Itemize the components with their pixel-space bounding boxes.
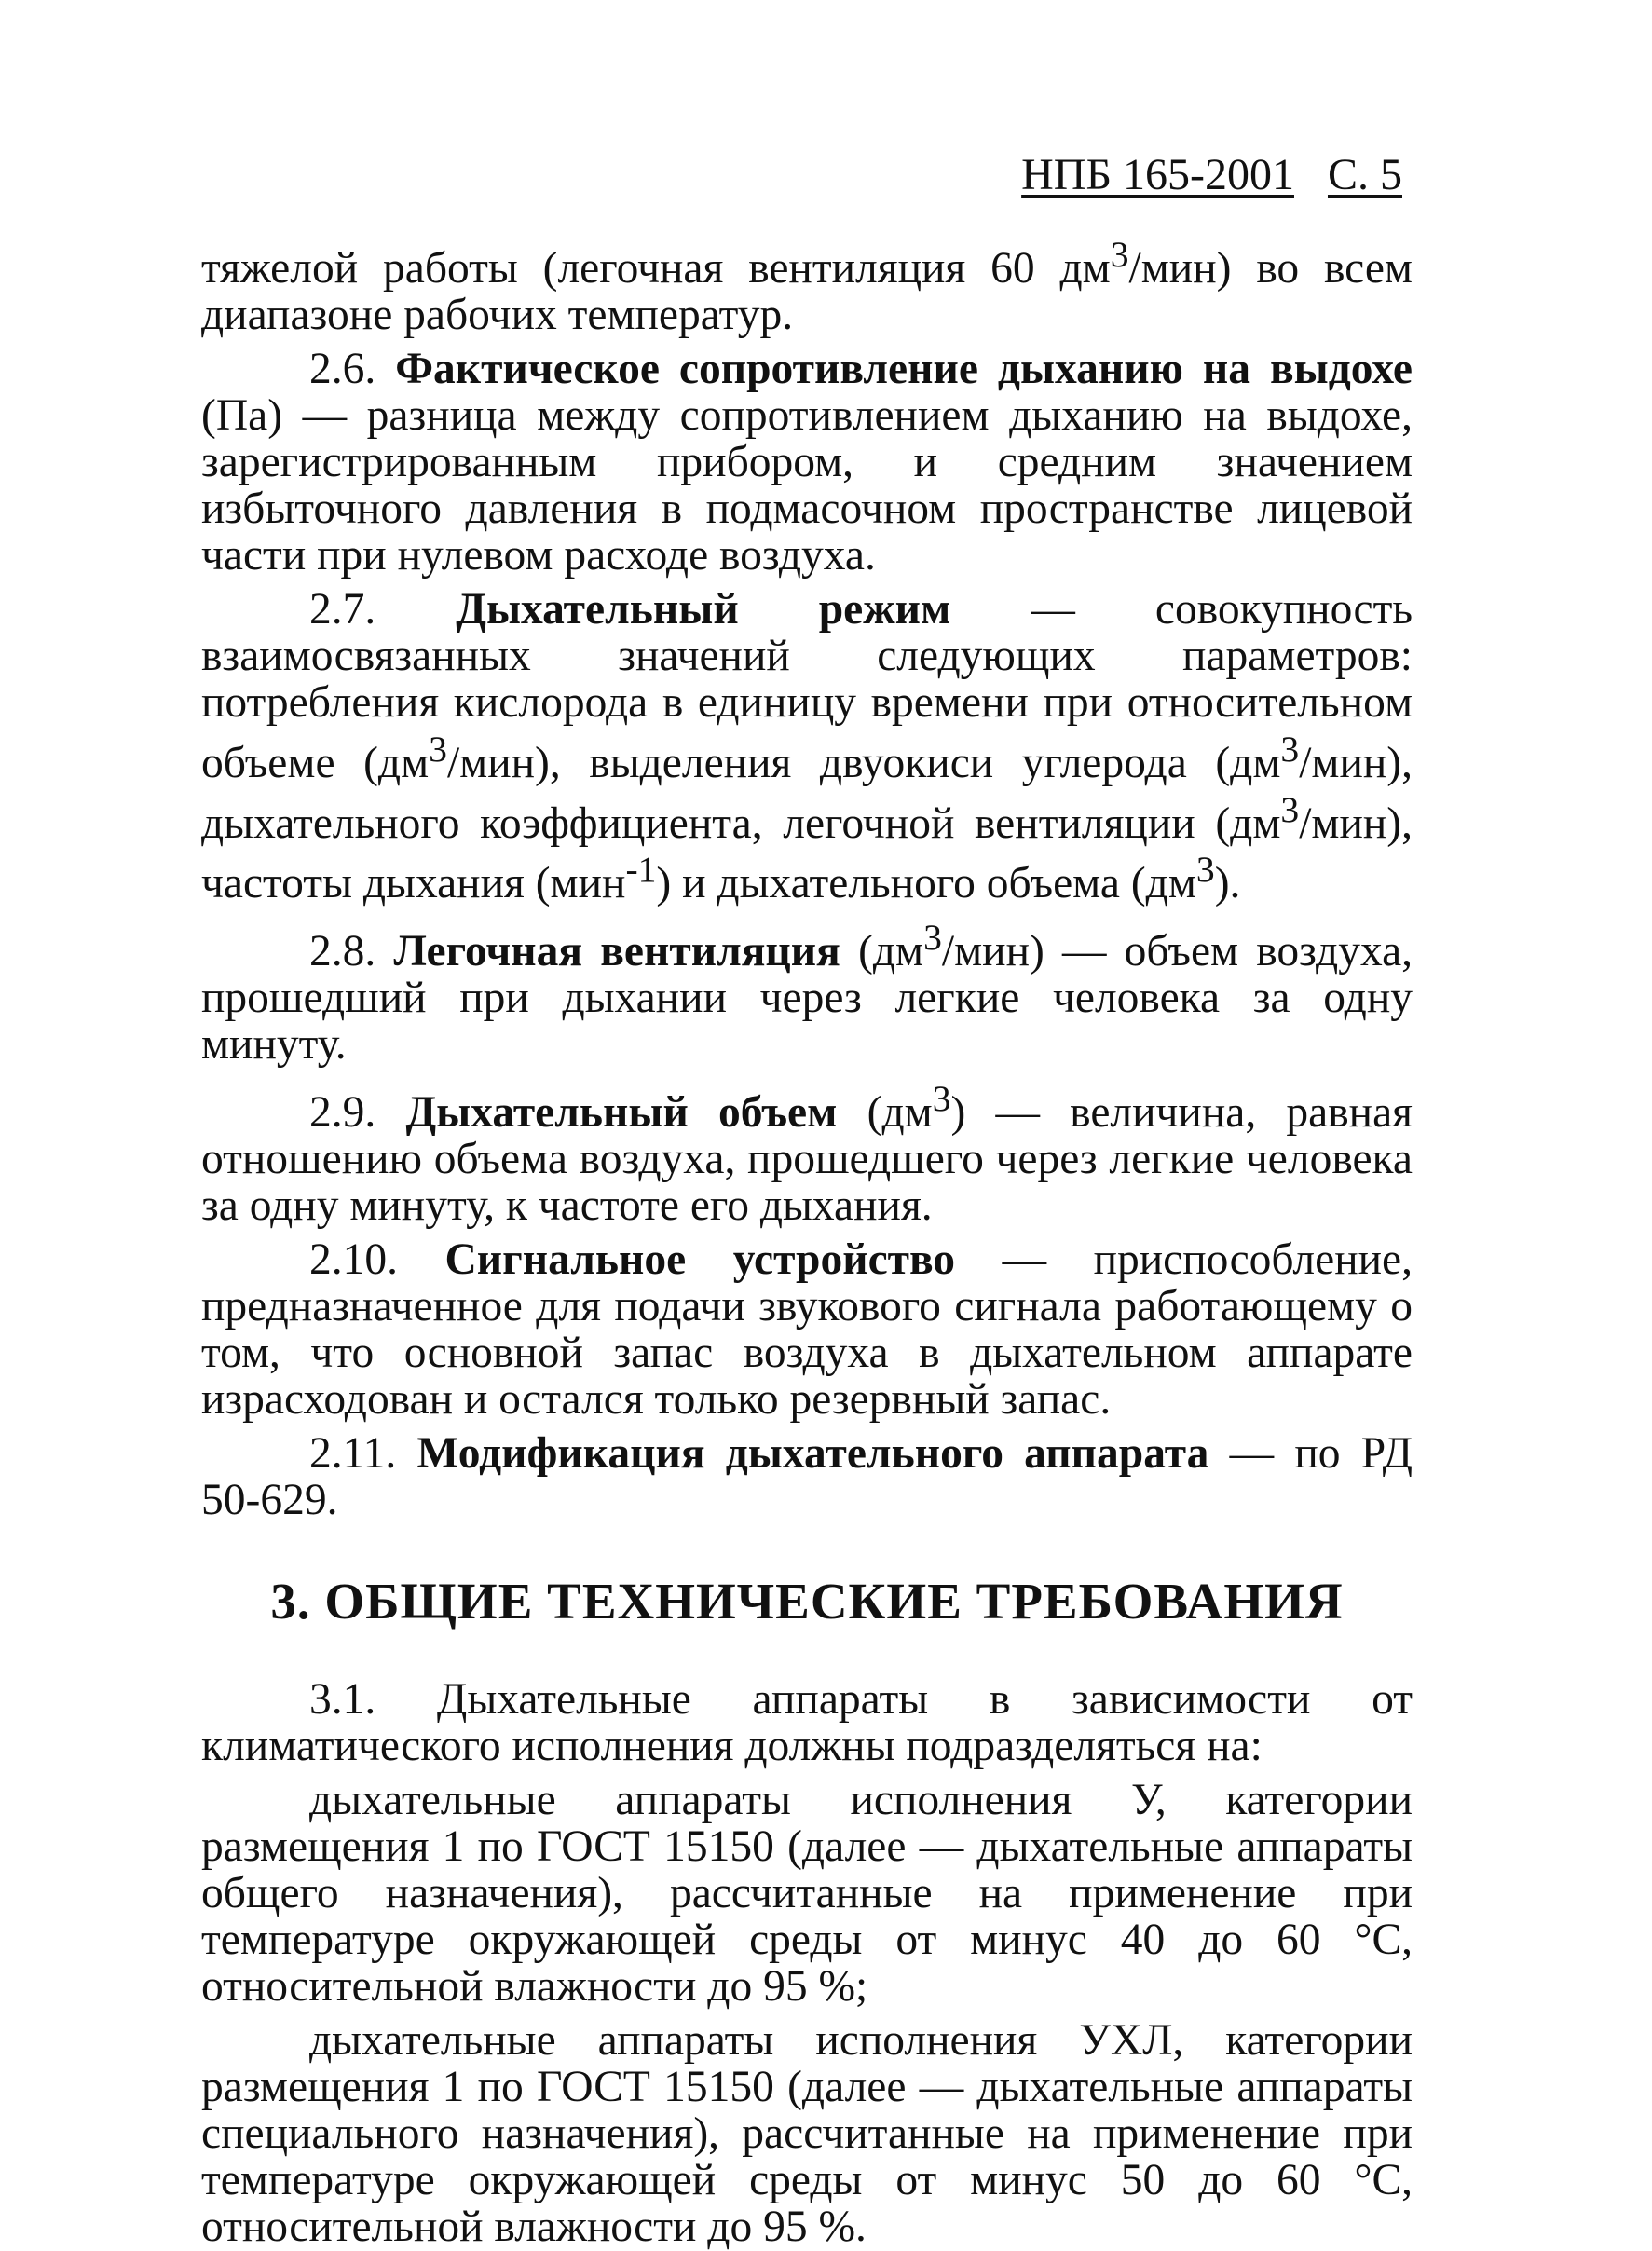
paragraph-2-8 [201, 914, 1413, 1068]
superscript: 3 [1110, 234, 1129, 275]
term-bold: Фактическое сопротивление дыханию на выдохе [395, 344, 1413, 393]
text-run: тяжелой работы (легочная вентиляция 60 дм [201, 243, 1111, 293]
section-title: 3. ОБЩИЕ ТЕХНИЧЕСКИЕ ТРЕБОВАНИЯ [270, 1572, 1344, 1630]
clause-number: 2.7. [309, 584, 376, 634]
text-run: (дм [858, 927, 924, 976]
paragraph-3-1: 3.1. Дыхательные аппараты в зависимости от климатического исполнения должны подразделяться на: [201, 1674, 1413, 1770]
superscript: 3 [1280, 788, 1300, 830]
paragraph-2-6 [201, 346, 1413, 579]
definition-text: — приспособление, предназначенное для подачи звукового сигнала работающему о том, что основной запас воздуха в дыхательном аппарате израсходован и остался только резервный запас. [201, 1235, 1413, 1424]
paragraph-2-7 [201, 586, 1413, 907]
term-bold: Сигнальное устройство [444, 1235, 956, 1284]
text-run: (дм [867, 1087, 933, 1137]
term-bold: Дыхательный объем [405, 1087, 838, 1137]
paragraph-2-11 [201, 1430, 1413, 1523]
text-run: ) и дыхательного объема (дм [656, 859, 1196, 908]
term-bold: Легочная вентиляция [393, 927, 840, 976]
clause-number: 2.8. [309, 927, 376, 976]
paragraph-3-1-item-special: дыхательные аппараты исполнения УХЛ, категории размещения 1 по ГОСТ 15150 (далее — дыхательные аппараты специального назначения), рассчитанные на применение при температуре окружающей среды от минус 50 до 60 °С, относительной влажности до 95 %. [201, 2015, 1413, 2251]
superscript: -1 [625, 849, 657, 891]
text-run: ) — величина, равная отношению объема воздуха, прошедшего через легкие человека за одну минуту, к частоте его дыхания. [201, 1087, 1413, 1230]
superscript: 3 [1195, 849, 1215, 891]
page-header [1021, 149, 1402, 201]
document-body [201, 231, 1413, 2250]
clause-number: 2.6. [309, 344, 376, 393]
definition-text: (Па) — разница между сопротивлением дыханию на выдохе, зарегистрированным прибором, и средним значением избыточного давления в подмасочном пространстве лицевой части при нулевом расходе воздуха. [201, 390, 1413, 580]
text-run: ). [1214, 859, 1241, 908]
clause-number: 2.9. [309, 1087, 376, 1137]
text-run: /мин), выделения двуокиси углерода (дм [446, 738, 1281, 787]
text-run: /мин) — объем воздуха, прошедший при дыхании через легкие человека за одну минуту. [201, 927, 1413, 1070]
text-run: /мин), частоты дыхания (мин [201, 798, 1413, 908]
paragraph-2-10 [201, 1236, 1413, 1423]
term-bold: Дыхательный режим [456, 584, 951, 634]
superscript: 3 [429, 728, 447, 770]
paragraph-2-9 [201, 1075, 1413, 1229]
superscript: 3 [1280, 728, 1300, 770]
term-bold: Модификация дыхательного аппарата [416, 1428, 1209, 1478]
text-run: /мин), дыхательного коэффициента, легочной вентиляции (дм [201, 738, 1413, 848]
paragraph-continuation [201, 231, 1413, 338]
text-run: — совокупность взаимосвязанных значений следующих параметров: потребления кислорода в единицу времени при относительном объеме (дм [201, 584, 1413, 787]
text-run: /мин) во всем диапазоне рабочих температур. [201, 243, 1413, 339]
document-code: НПБ 165-2001 [1021, 150, 1294, 199]
clause-number: 2.11. [309, 1428, 397, 1478]
superscript: 3 [932, 1078, 951, 1120]
clause-number: 2.10. [309, 1235, 398, 1284]
superscript: 3 [923, 917, 942, 959]
definition-text: — по РД 50-629. [201, 1428, 1413, 1524]
page-number: С. 5 [1327, 150, 1402, 199]
paragraph-3-1-item-general: дыхательные аппараты исполнения У, категории размещения 1 по ГОСТ 15150 (далее — дыхательные аппараты общего назначения), рассчитанные на применение при температуре окружающей среды от минус 40 до 60 °С, относительной влажности до 95 %; [201, 1775, 1413, 2011]
